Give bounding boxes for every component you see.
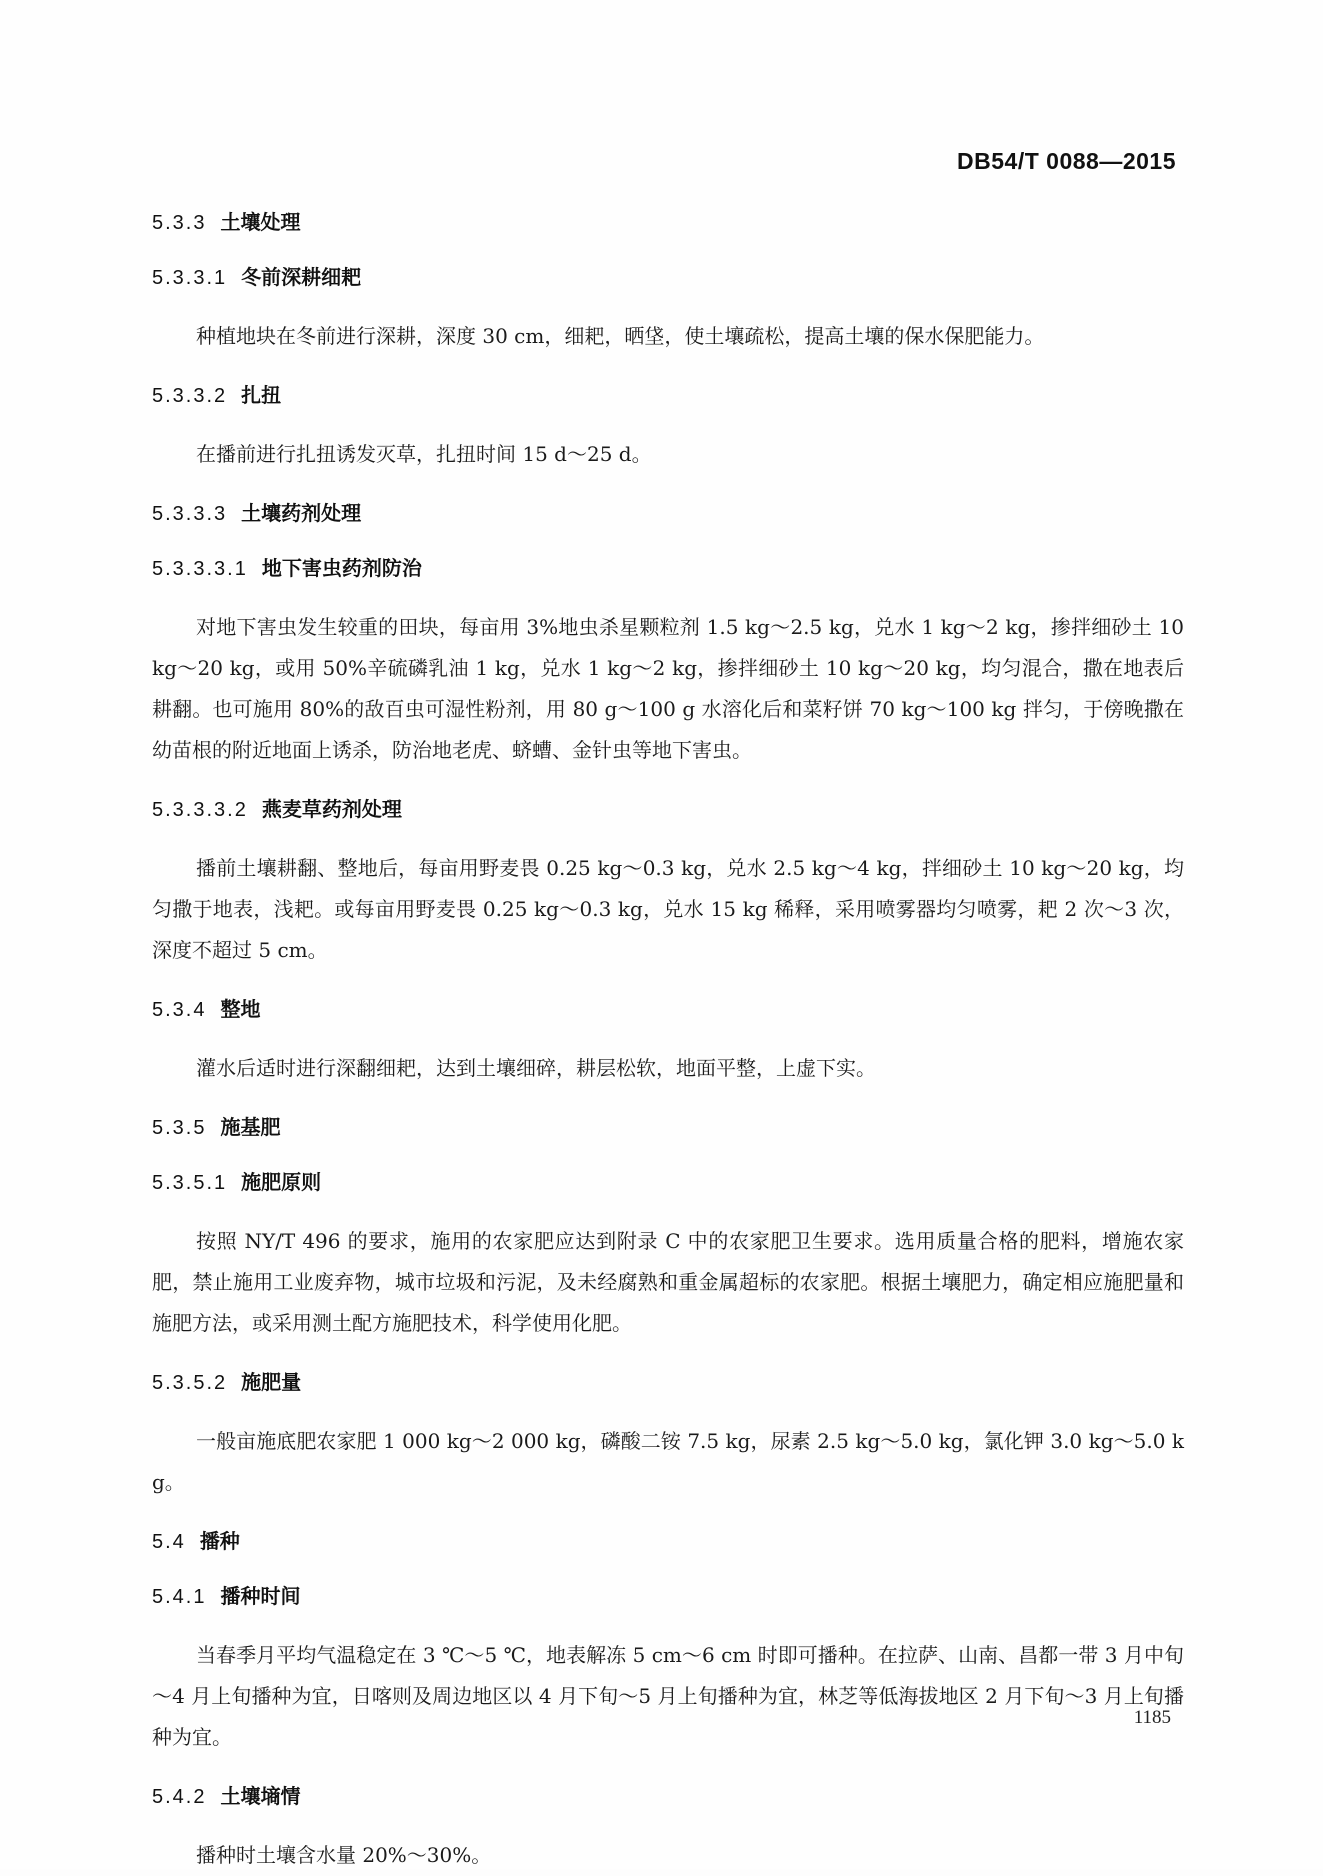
- paragraph: 对地下害虫发生较重的田块，每亩用 3%地虫杀星颗粒剂 1.5 kg～2.5 kg，兑水 1 kg～2 kg，掺拌细砂土 10 kg～20 kg，或用 50%辛硫磷乳油 1 kg，兑水 1 kg～2 kg，掺拌细砂土 10 kg～20 kg，均匀混合，撒在地表后耕翻。也可施用 80%的敌百虫可湿性粉剂，用 80 g～100 g 水溶化后和菜籽饼 70 kg～100 kg 拌匀，于傍晚撒在幼苗根的附近地面上诱杀，防治地老虎、蛴螬、金针虫等地下害虫。: [152, 615, 1184, 762]
- section-heading: 5.3.3.3.1 地下害虫药剂防治: [152, 556, 422, 580]
- document-code: DB54/T 0088—2015: [957, 148, 1176, 174]
- section-heading: 5.4.2 土壤墒情: [152, 1784, 301, 1808]
- section-heading: 5.3.3.3 土壤药剂处理: [152, 501, 362, 525]
- section-heading: 5.3.5.2 施肥量: [152, 1370, 302, 1394]
- section-heading: 5.4 播种: [152, 1529, 240, 1553]
- paragraph: 在播前进行扎扭诱发灭草，扎扭时间 15 d～25 d。: [196, 442, 652, 466]
- paragraph: 播前土壤耕翻、整地后，每亩用野麦畏 0.25 kg～0.3 kg，兑水 2.5 kg～4 kg，拌细砂土 10 kg～20 kg，均匀撒于地表，浅耙。或每亩用野麦畏 0.25 kg～0.3 kg，兑水 15 kg 稀释，采用喷雾器均匀喷雾，耙 2 次～3 次，深度不超过 5 cm。: [152, 856, 1184, 962]
- paragraph: 播种时土壤含水量 20%～30%。: [196, 1843, 492, 1867]
- paragraph: 一般亩施底肥农家肥 1 000 kg～2 000 kg，磷酸二铵 7.5 kg，尿素 2.5 kg～5.0 kg，氯化钾 3.0 kg～5.0 kg。: [152, 1429, 1184, 1494]
- paragraph: 灌水后适时进行深翻细耙，达到土壤细碎，耕层松软，地面平整，上虚下实。: [196, 1056, 876, 1080]
- section-heading: 5.3.5 施基肥: [152, 1115, 281, 1139]
- paragraph: 按照 NY/T 496 的要求，施用的农家肥应达到附录 C 中的农家肥卫生要求。选用质量合格的肥料，增施农家肥，禁止施用工业废弃物，城市垃圾和污泥，及未经腐熟和重金属超标的农家肥。根据土壤肥力，确定相应施肥量和施肥方法，或采用测土配方施肥技术，科学使用化肥。: [152, 1229, 1184, 1335]
- document-body: [152, 208, 1184, 1876]
- section-heading: 5.3.4 整地: [152, 997, 261, 1021]
- section-heading: 5.4.1 播种时间: [152, 1584, 301, 1608]
- paragraph: 种植地块在冬前进行深耕，深度 30 cm，细耙，晒垡，使土壤疏松，提高土壤的保水保肥能力。: [196, 324, 1045, 348]
- paragraph: 当春季月平均气温稳定在 3 ℃～5 ℃，地表解冻 5 cm～6 cm 时即可播种。在拉萨、山南、昌都一带 3 月中旬～4 月上旬播种为宜，日喀则及周边地区以 4 月下旬～5 月上旬播种为宜，林芝等低海拔地区 2 月下旬～3 月上旬播种为宜。: [152, 1643, 1184, 1749]
- page-number: 1185: [1133, 1707, 1171, 1728]
- section-heading: 5.3.3.3.2 燕麦草药剂处理: [152, 797, 402, 821]
- section-heading: 5.3.5.1 施肥原则: [152, 1170, 322, 1194]
- section-heading: 5.3.3 土壤处理: [152, 210, 301, 234]
- section-heading: 5.3.3.1 冬前深耕细耙: [152, 265, 362, 289]
- section-heading: 5.3.3.2 扎扭: [152, 383, 282, 407]
